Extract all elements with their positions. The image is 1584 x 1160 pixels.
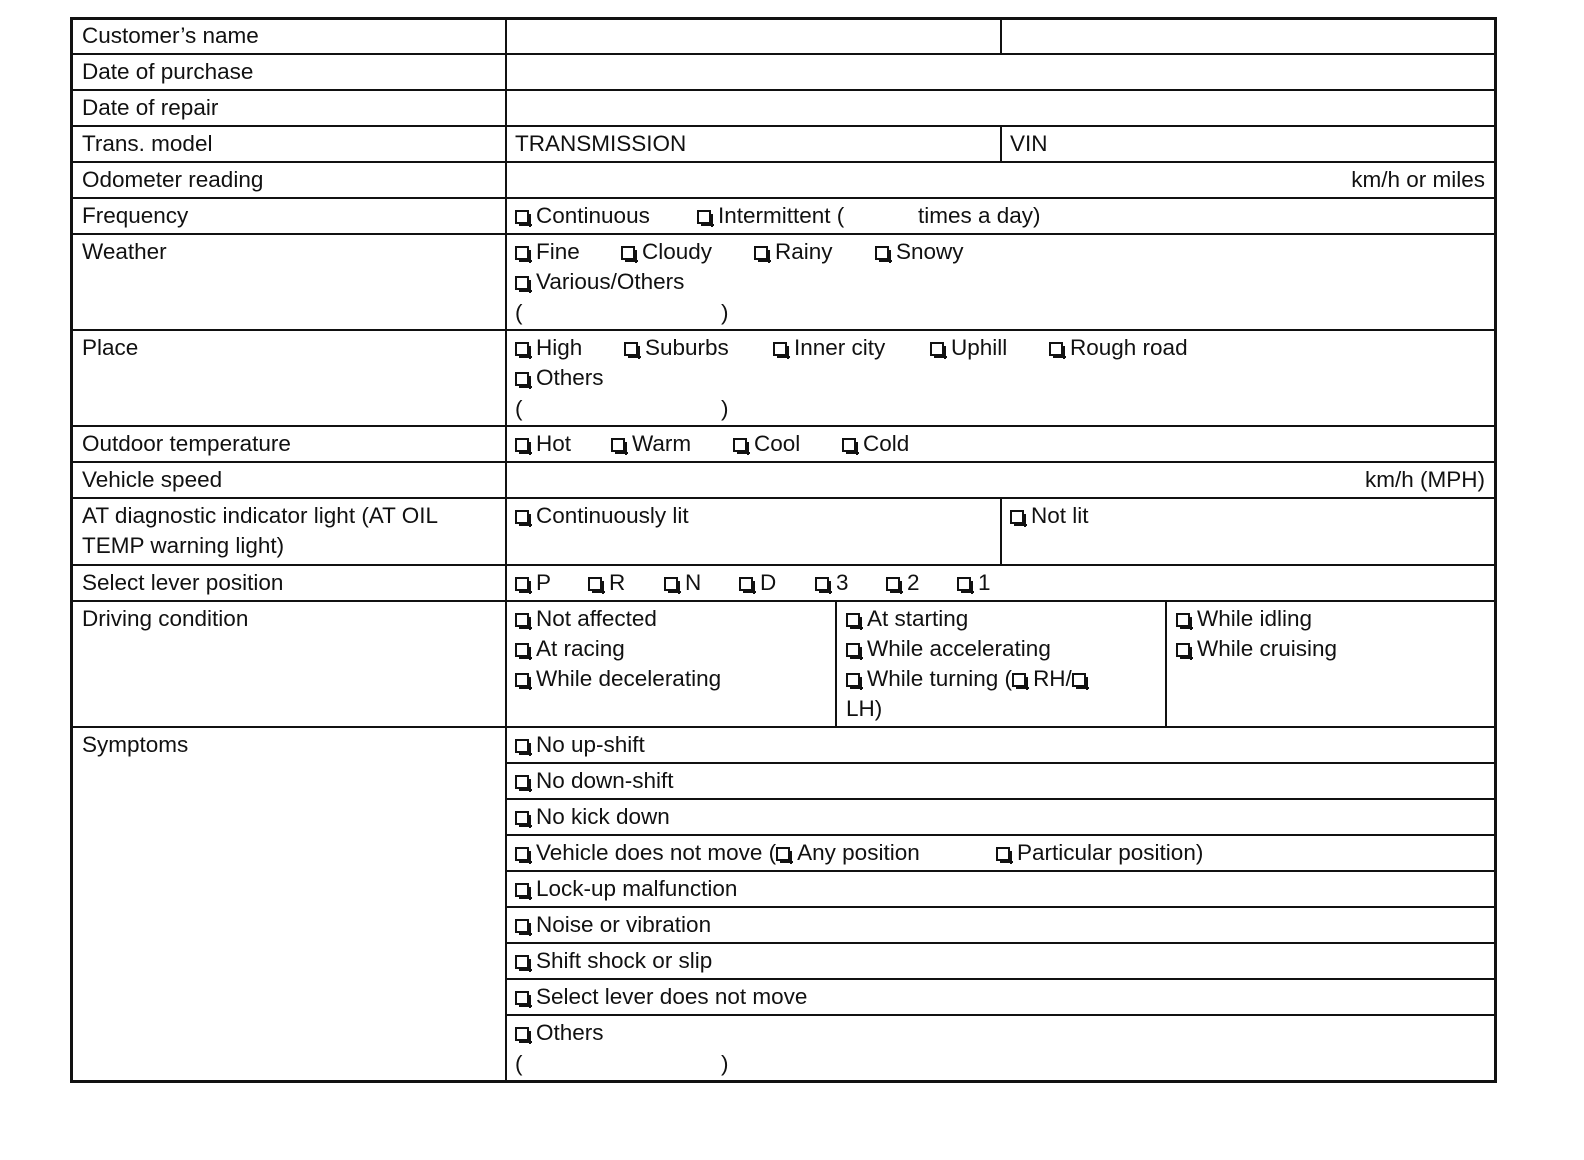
option-label: No down-shift [536, 768, 674, 793]
label-odometer: Odometer reading [82, 167, 264, 192]
row-divider [73, 726, 1494, 728]
checkbox-icon [930, 342, 944, 356]
option-label: Lock-up malfunction [536, 876, 738, 901]
checkbox-icon [996, 847, 1010, 861]
vehicle-speed-unit: km/h (MPH) [1365, 467, 1485, 492]
weather-paren-open: ( [515, 300, 523, 325]
option-label: 3 [836, 570, 849, 595]
option-label: Cloudy [642, 239, 713, 264]
checkbox-icon [515, 643, 529, 657]
temp-option-cool[interactable] [733, 429, 800, 459]
driving-option-not-affected[interactable] [515, 604, 657, 634]
option-label: Any position [797, 840, 920, 865]
frequency-intermittent [697, 201, 844, 231]
indicator-option-continuously-lit[interactable] [515, 501, 689, 531]
symptom-divider [506, 762, 1494, 764]
label-at-indicator-line1: AT diagnostic indicator light (AT OIL [82, 503, 439, 528]
temp-option-warm[interactable] [611, 429, 691, 459]
symptom-noise[interactable] [515, 910, 711, 940]
checkbox-icon [1176, 613, 1190, 627]
checkbox-icon [773, 342, 787, 356]
symptom-divider [506, 870, 1494, 872]
checkbox-icon [886, 577, 900, 591]
driving-option-lh-text: LH) [846, 696, 883, 721]
checkbox-icon [515, 955, 529, 969]
option-continuous[interactable] [515, 201, 650, 231]
symptom-divider [506, 978, 1494, 980]
label-place: Place [82, 335, 139, 360]
checkbox-icon[interactable] [776, 847, 790, 861]
option-label: While decelerating [536, 666, 722, 691]
driving-option-at-racing[interactable] [515, 634, 625, 664]
symptom-others[interactable] [515, 1018, 604, 1048]
driving-option-while-cruising[interactable] [1176, 634, 1337, 664]
label-weather: Weather [82, 239, 167, 264]
option-label: Noise or vibration [536, 912, 712, 937]
place-option-rough-road[interactable] [1049, 333, 1188, 363]
place-paren-open: ( [515, 396, 523, 421]
option-label: Intermittent ( [718, 203, 845, 228]
checkbox-icon [733, 438, 747, 452]
checkbox-icon [515, 577, 529, 591]
checkbox-icon [515, 210, 529, 224]
lever-option-d[interactable] [739, 568, 776, 598]
checkbox-icon [697, 210, 711, 224]
diagnostic-worksheet [70, 17, 1497, 1083]
symptom-particular-position[interactable] [996, 838, 1203, 868]
checkbox-icon [875, 246, 889, 260]
option-label: While cruising [1197, 636, 1338, 661]
driving-option-while-turning[interactable] [846, 664, 1093, 694]
option-label: No kick down [536, 804, 670, 829]
checkbox-icon [1176, 643, 1190, 657]
option-label: Inner city [794, 335, 886, 360]
option-label: No up-shift [536, 732, 645, 757]
checkbox-icon [515, 811, 529, 825]
label-symptoms: Symptoms [82, 732, 189, 757]
label-trans-model: Trans. model [82, 131, 213, 156]
option-label: Rainy [775, 239, 833, 264]
place-option-uphill[interactable] [930, 333, 1007, 363]
weather-option-cloudy[interactable] [621, 237, 712, 267]
symptom-paren-close: ) [721, 1051, 729, 1076]
option-label: Uphill [951, 335, 1008, 360]
option-label: Not lit [1031, 503, 1089, 528]
place-option-high[interactable] [515, 333, 582, 363]
option-label: Cold [863, 431, 910, 456]
label-date-of-repair: Date of repair [82, 95, 219, 120]
row-divider [73, 600, 1494, 602]
row-divider [73, 564, 1494, 566]
place-paren-close: ) [721, 396, 729, 421]
option-label: Shift shock or slip [536, 948, 713, 973]
option-label: Rough road [1070, 335, 1188, 360]
option-label: While turning ( [867, 666, 1013, 691]
option-label: Others [536, 1020, 604, 1045]
label-outdoor-temperature: Outdoor temperature [82, 431, 291, 456]
checkbox-icon [515, 673, 529, 687]
driving-col-divider [1165, 600, 1167, 726]
option-label: Warm [632, 431, 692, 456]
lever-option-n[interactable] [664, 568, 701, 598]
checkbox-icon [515, 1027, 529, 1041]
symptom-divider [506, 1014, 1494, 1016]
symptom-paren-open: ( [515, 1051, 523, 1076]
checkbox-icon [515, 775, 529, 789]
checkbox-icon [842, 438, 856, 452]
symptom-lock-up[interactable] [515, 874, 737, 904]
frequency-options [515, 201, 650, 231]
checkbox-icon [754, 246, 768, 260]
checkbox-icon [515, 276, 529, 290]
driving-option-at-starting[interactable] [846, 604, 968, 634]
transmission-text: TRANSMISSION [515, 131, 687, 156]
row-divider [73, 425, 1494, 427]
lever-option-p[interactable] [515, 568, 551, 598]
checkbox-icon [739, 577, 753, 591]
times-a-day-text: times a day) [918, 203, 1041, 228]
option-label: 2 [907, 570, 920, 595]
option-label: 1 [978, 570, 991, 595]
symptom-divider [506, 834, 1494, 836]
checkbox-icon [621, 246, 635, 260]
symptom-does-not-move[interactable] [515, 838, 920, 868]
option-label: Particular position) [1017, 840, 1204, 865]
label-driving-condition: Driving condition [82, 606, 249, 631]
place-option-others[interactable] [515, 363, 604, 393]
label-frequency: Frequency [82, 203, 189, 228]
checkbox-icon [515, 510, 529, 524]
checkbox-icon [515, 438, 529, 452]
option-label: Not affected [536, 606, 657, 631]
indicator-divider [1000, 497, 1002, 564]
indicator-option-not-lit[interactable] [1010, 501, 1089, 531]
option-label: Vehicle does not move ( [536, 840, 777, 865]
symptom-divider [506, 798, 1494, 800]
checkbox-icon [846, 673, 860, 687]
weather-option-others[interactable] [515, 267, 684, 297]
row-divider [73, 89, 1494, 91]
option-label: N [685, 570, 702, 595]
checkbox-icon [588, 577, 602, 591]
vin-text: VIN [1010, 131, 1048, 156]
weather-option-fine[interactable] [515, 237, 580, 267]
checkbox-icon [515, 883, 529, 897]
row-divider [73, 125, 1494, 127]
driving-option-while-decelerating[interactable] [515, 664, 721, 694]
row-divider [73, 329, 1494, 331]
option-label: Cool [754, 431, 801, 456]
vin-divider [1000, 125, 1002, 161]
option-label: While accelerating [867, 636, 1051, 661]
option-label: Continuously lit [536, 503, 689, 528]
odometer-unit: km/h or miles [1351, 167, 1485, 192]
driving-option-while-idling[interactable] [1176, 604, 1312, 634]
checkbox-icon[interactable] [1072, 673, 1086, 687]
temp-option-cold[interactable] [842, 429, 909, 459]
checkbox-icon [515, 739, 529, 753]
option-label: Snowy [896, 239, 964, 264]
label-select-lever: Select lever position [82, 570, 284, 595]
label-vehicle-speed: Vehicle speed [82, 467, 223, 492]
checkbox-icon [515, 342, 529, 356]
checkbox-icon [1010, 510, 1024, 524]
option-label: R [609, 570, 626, 595]
weather-option-snowy[interactable] [875, 237, 964, 267]
option-label: While idling [1197, 606, 1313, 631]
option-label: High [536, 335, 583, 360]
lever-option-3[interactable] [815, 568, 849, 598]
label-date-of-purchase: Date of purchase [82, 59, 254, 84]
place-option-suburbs[interactable] [624, 333, 729, 363]
checkbox-icon [846, 643, 860, 657]
label-customer-name: Customer’s name [82, 23, 259, 48]
checkbox-icon[interactable] [1012, 673, 1026, 687]
option-label: Continuous [536, 203, 650, 228]
weather-option-rainy[interactable] [754, 237, 833, 267]
option-label: Suburbs [645, 335, 729, 360]
checkbox-icon [611, 438, 625, 452]
symptom-lever-not-move[interactable] [515, 982, 807, 1012]
symptom-no-kick-down[interactable] [515, 802, 670, 832]
checkbox-icon [624, 342, 638, 356]
row-divider [73, 233, 1494, 235]
name-split-divider [1000, 20, 1002, 54]
option-label: Fine [536, 239, 580, 264]
option-label: Hot [536, 431, 572, 456]
checkbox-icon [515, 372, 529, 386]
driving-col-divider [835, 600, 837, 726]
checkbox-icon [515, 919, 529, 933]
symptom-no-up-shift[interactable] [515, 730, 645, 760]
row-divider [73, 497, 1494, 499]
lever-option-r[interactable] [588, 568, 625, 598]
checkbox-icon [846, 613, 860, 627]
row-divider [73, 53, 1494, 55]
checkbox-icon [815, 577, 829, 591]
option-label: At starting [867, 606, 969, 631]
checkbox-icon [515, 847, 529, 861]
symptom-divider [506, 906, 1494, 908]
option-label: Various/Others [536, 269, 685, 294]
label-column-divider [505, 20, 507, 1080]
symptom-shift-shock[interactable] [515, 946, 712, 976]
temp-option-hot[interactable] [515, 429, 571, 459]
driving-option-while-accelerating[interactable] [846, 634, 1051, 664]
option-label: At racing [536, 636, 625, 661]
symptom-no-down-shift[interactable] [515, 766, 674, 796]
checkbox-icon [515, 991, 529, 1005]
checkbox-icon [515, 613, 529, 627]
row-divider [73, 161, 1494, 163]
place-option-inner-city[interactable] [773, 333, 885, 363]
row-divider [73, 461, 1494, 463]
option-intermittent[interactable] [697, 201, 844, 231]
option-label: Select lever does not move [536, 984, 808, 1009]
option-label: RH/ [1033, 666, 1072, 691]
symptom-divider [506, 942, 1494, 944]
label-at-indicator-line2: TEMP warning light) [82, 533, 285, 558]
option-label: Others [536, 365, 604, 390]
option-label: D [760, 570, 777, 595]
checkbox-icon [957, 577, 971, 591]
option-label: P [536, 570, 552, 595]
lever-option-1[interactable] [957, 568, 991, 598]
checkbox-icon [664, 577, 678, 591]
checkbox-icon [515, 246, 529, 260]
lever-option-2[interactable] [886, 568, 920, 598]
weather-paren-close: ) [721, 300, 729, 325]
row-divider [73, 197, 1494, 199]
checkbox-icon [1049, 342, 1063, 356]
